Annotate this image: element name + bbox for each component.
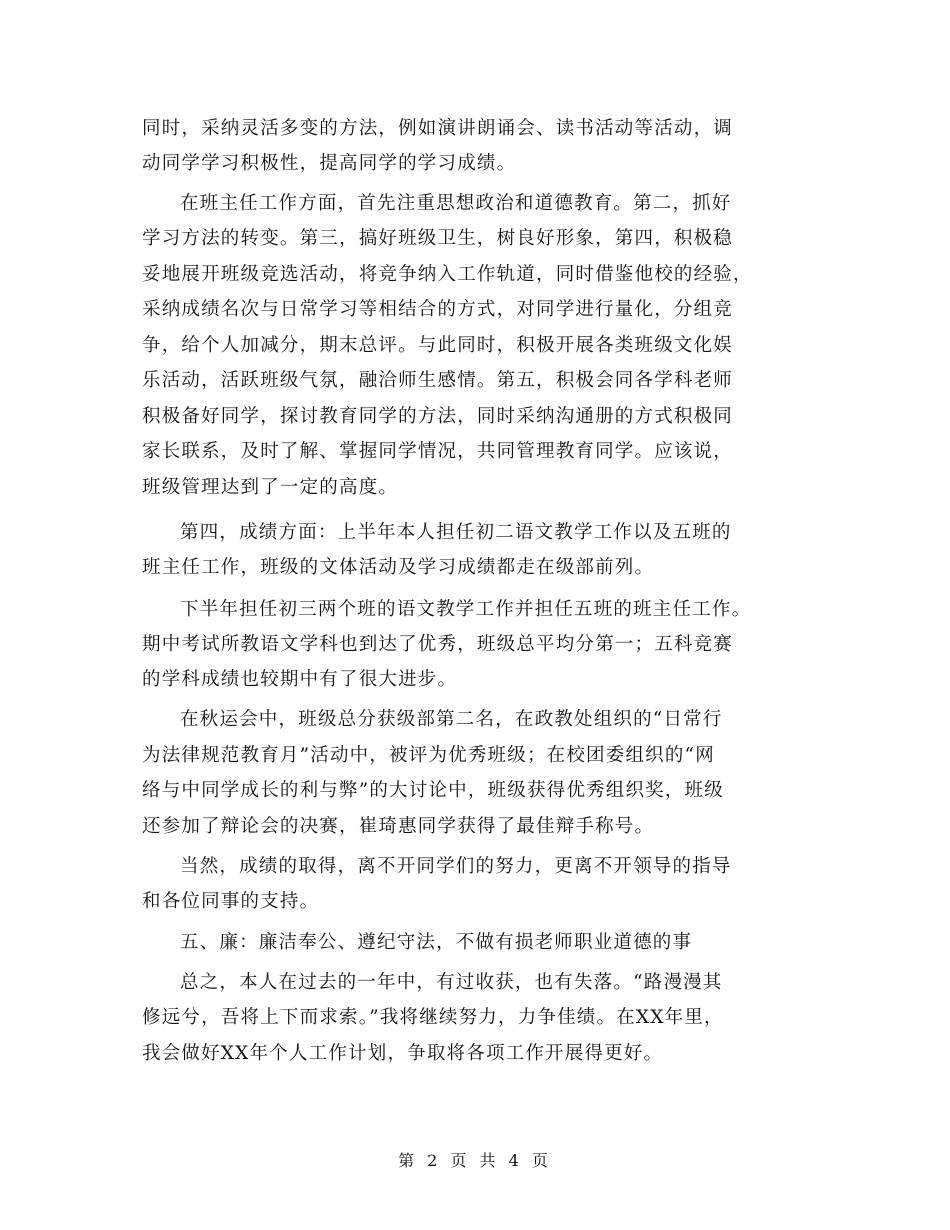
paragraph-start: 第四，成绩方面：上半年本人担任初二语文教学工作以及五班的 (180, 522, 732, 543)
text-line: 和各位同事的支持。 (142, 891, 320, 912)
text-line: 学习方法的转变。第三，搞好班级卫生，树良好形象，第四，积极稳 (142, 228, 734, 249)
text-line: 妥地展开班级竞选活动，将竞争纳入工作轨道，同时借鉴他校的经验， (142, 264, 753, 285)
text-line: 还参加了辩论会的决赛，崔琦惠同学获得了最佳辩手称号。 (142, 816, 655, 837)
text-line: 争，给个人加减分，期末总评。与此同时，积极开展各类班级文化娱 (142, 335, 734, 356)
paragraph-start: 当然，成绩的取得，离不开同学们的努力，更离不开领导的指导 (180, 856, 732, 877)
text-line: 积极备好同学，探讨教育同学的方法，同时采纳沟通册的方式积极同 (142, 406, 734, 427)
paragraph-start: 在秋运会中，班级总分获级部第二名，在政教处组织的“日常行 (180, 709, 723, 730)
text-line: 班主任工作，班级的文体活动及学习成绩都走在级部前列。 (142, 557, 655, 578)
text-line: 家长联系，及时了解、掌握同学情况，共同管理教育同学。应该说， (142, 441, 734, 462)
text-line: 络与中同学成长的利与弊”的大讨论中，班级获得优秀组织奖，班级 (142, 780, 724, 801)
text-line: 的学科成绩也较期中有了很大进步。 (142, 669, 458, 690)
text-line: 期中考试所教语文学科也到达了优秀，班级总平均分第一；五科竞赛 (142, 634, 734, 655)
paragraph-start: 下半年担任初三两个班的语文教学工作并担任五班的班主任工作。 (180, 599, 752, 620)
section-heading: 五、廉：廉洁奉公、遵纪守法，不做有损老师职业道德的事 (180, 932, 693, 953)
page-number-footer: 第 2 页 共 4 页 (398, 1151, 552, 1170)
text-line: 采纳成绩名次与日常学习等相结合的方式，对同学进行量化，分组竞 (142, 299, 734, 320)
text-line: 为法律规范教育月”活动中，被评为优秀班级；在校团委组织的“网 (142, 745, 715, 766)
paragraph-start: 在班主任工作方面，首先注重思想政治和道德教育。第二，抓好 (180, 193, 732, 214)
paragraph-start: 总之，本人在过去的一年中，有过收获，也有失落。“路漫漫其 (180, 972, 723, 993)
text-line: 动同学学习积极性，提高同学的学习成绩。 (142, 153, 517, 174)
text-line: 同时，采纳灵活多变的方法，例如演讲朗诵会、读书活动等活动，调 (142, 118, 734, 139)
text-line: 班级管理达到了一定的高度。 (142, 477, 399, 498)
text-line: 乐活动，活跃班级气氛，融洽师生感情。第五，积极会同各学科老师 (142, 370, 734, 391)
text-line: 修远兮，吾将上下而求索。”我将继续努力，力争佳绩。在XX年里， (142, 1007, 724, 1028)
text-line: 我会做好XX年个人工作计划，争取将各项工作开展得更好。 (142, 1043, 664, 1064)
